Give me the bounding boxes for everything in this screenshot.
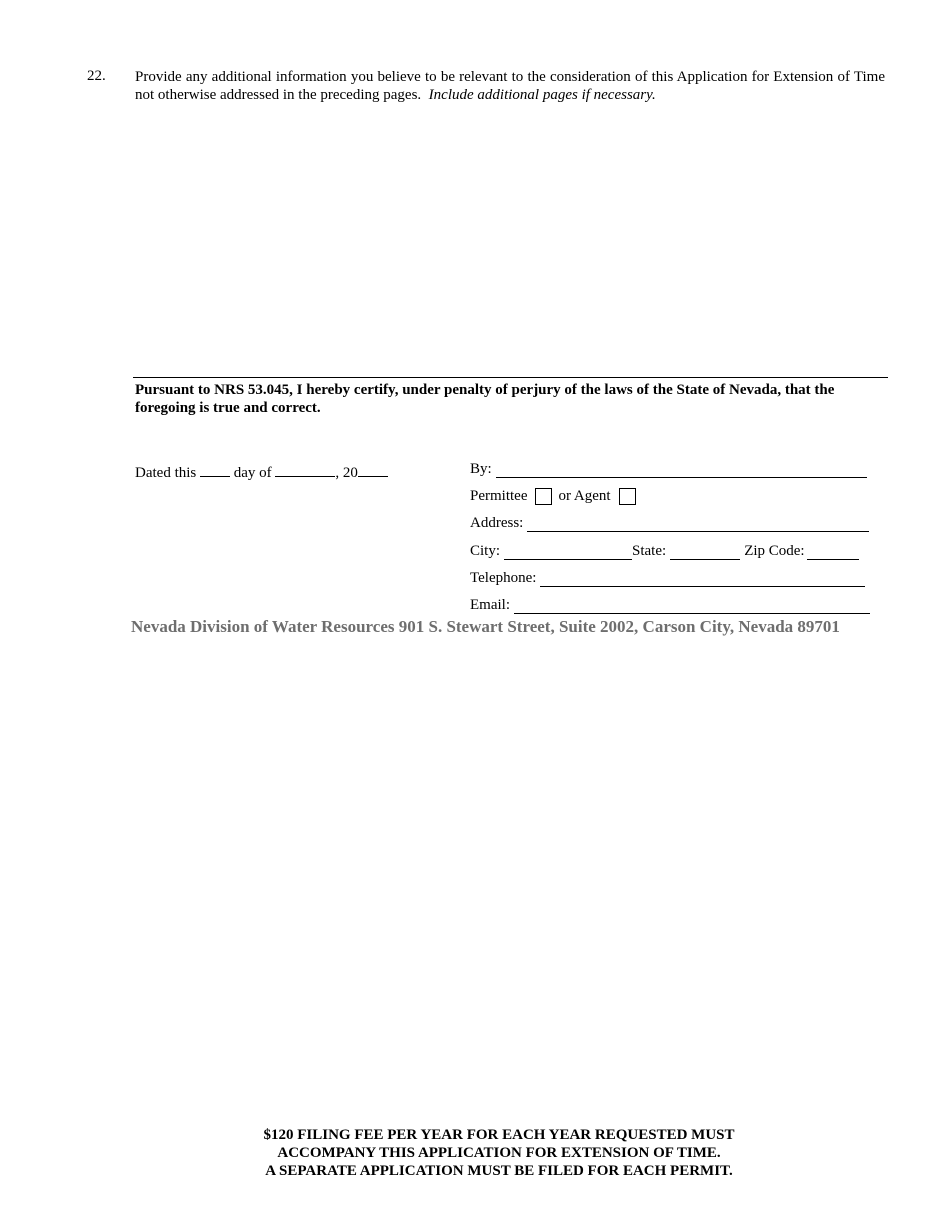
dated-line xyxy=(135,462,388,482)
city-field[interactable] xyxy=(504,545,632,560)
day-field[interactable] xyxy=(200,462,230,477)
by-row xyxy=(470,461,867,478)
address-label: Address: xyxy=(470,515,524,531)
state-label: State: xyxy=(632,543,667,559)
role-row xyxy=(470,488,642,505)
question-text xyxy=(135,68,885,104)
dated-year-prefix: , 20 xyxy=(335,465,358,481)
agent-label: or Agent xyxy=(558,488,611,504)
zip-label: Zip Code: xyxy=(744,543,805,559)
agent-checkbox[interactable] xyxy=(619,488,636,505)
permittee-checkbox[interactable] xyxy=(535,488,552,505)
telephone-label: Telephone: xyxy=(470,570,537,586)
question-number: 22. xyxy=(87,68,106,84)
month-field[interactable] xyxy=(275,462,335,477)
certification-statement: Pursuant to NRS 53.045, I hereby certify, under penalty of perjury of the laws of the State of Nevada, that the foregoing is true and correct. xyxy=(135,382,835,416)
address-row xyxy=(470,515,869,532)
permittee-label: Permittee xyxy=(470,488,528,504)
city-label: City: xyxy=(470,543,501,559)
notice-line-3: A SEPARATE APPLICATION MUST BE FILED FOR EACH PERMIT. xyxy=(265,1163,733,1179)
notice-line-1: $120 FILING FEE PER YEAR FOR EACH YEAR REQUESTED MUST xyxy=(263,1127,735,1143)
separator-rule xyxy=(133,377,888,378)
state-field[interactable] xyxy=(670,545,740,560)
by-signature-field[interactable] xyxy=(496,463,867,478)
by-label: By: xyxy=(470,461,492,477)
telephone-field[interactable] xyxy=(540,572,865,587)
email-label: Email: xyxy=(470,597,510,613)
question-note: Include additional pages if necessary. xyxy=(428,87,656,103)
dated-prefix: Dated this xyxy=(135,465,197,481)
address-field[interactable] xyxy=(527,517,869,532)
city-state-zip-row xyxy=(470,543,859,560)
email-row xyxy=(470,597,870,614)
telephone-row xyxy=(470,570,865,587)
notice-line-2: ACCOMPANY THIS APPLICATION FOR EXTENSION OF TIME. xyxy=(277,1145,721,1161)
dated-day-of: day of xyxy=(233,465,272,481)
zip-field[interactable] xyxy=(807,545,859,560)
filing-fee-notice xyxy=(0,1126,950,1180)
year-field[interactable] xyxy=(358,462,388,477)
question-body: Provide any additional information you believe to be relevant to the consideration of this Application for Extension of Time not otherwise addressed in the preceding pages. xyxy=(135,69,885,103)
agency-address: Nevada Division of Water Resources 901 S. Stewart Street, Suite 2002, Carson City, Nevada 89701 xyxy=(131,617,840,636)
email-field[interactable] xyxy=(514,599,870,614)
